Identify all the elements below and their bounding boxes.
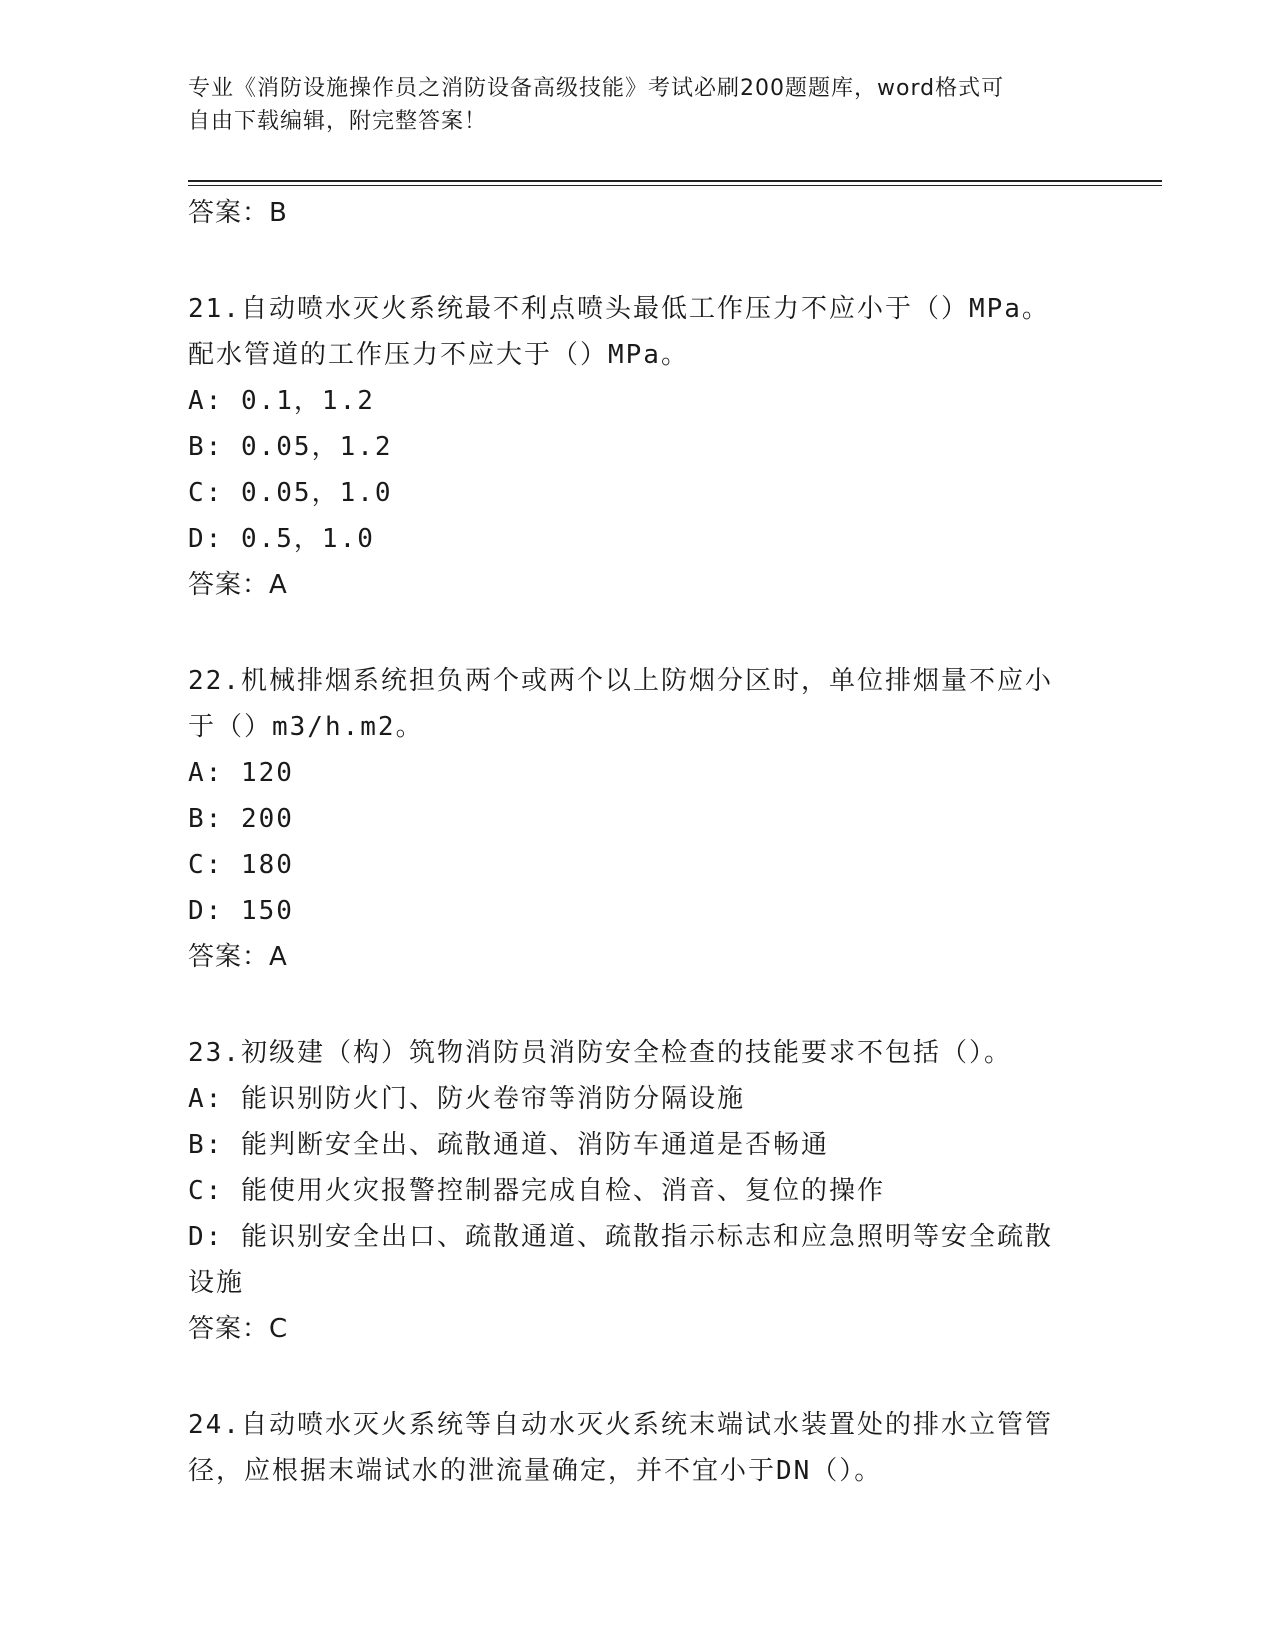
option-d: D: 能识别安全出口、疏散通道、疏散指示标志和应急照明等安全疏散 [188, 1222, 1053, 1252]
header-line-2: 自由下载编辑，附完整答案！ [188, 109, 488, 134]
option-a: A: 能识别防火门、防火卷帘等消防分隔设施 [188, 1084, 745, 1114]
option-a: A: 0.1，1.2 [188, 386, 375, 416]
question-text: 22.机械排烟系统担负两个或两个以上防烟分区时，单位排烟量不应小 [188, 666, 1053, 696]
option-d: D: 150 [188, 896, 294, 926]
question-text-cont: 配水管道的工作压力不应大于（）MPa。 [188, 340, 689, 370]
question-text: 24.自动喷水灭火系统等自动水灭火系统末端试水装置处的排水立管管 [188, 1410, 1053, 1440]
question-23 [188, 1030, 1088, 1352]
question-text-cont: 于（）m3/h.m2。 [188, 712, 424, 742]
option-d: D: 0.5，1.0 [188, 524, 375, 554]
option-d-cont: 设施 [188, 1268, 245, 1298]
header-divider-thin [188, 185, 1162, 186]
option-b: B: 200 [188, 804, 294, 834]
question-24 [188, 1402, 1088, 1494]
document-body [188, 190, 1088, 1494]
answer: 答案：C [188, 1314, 289, 1344]
question-22 [188, 658, 1088, 980]
header-line-1: 专业《消防设施操作员之消防设备高级技能》考试必刷200题题库，word格式可 [188, 76, 1005, 101]
question-text: 21.自动喷水灭火系统最不利点喷头最低工作压力不应小于（）MPa。 [188, 294, 1050, 324]
question-21 [188, 286, 1088, 608]
question-text: 23.初级建（构）筑物消防员消防安全检查的技能要求不包括（）。 [188, 1038, 1012, 1068]
option-c: C: 180 [188, 850, 294, 880]
document-header [188, 72, 1088, 138]
answer: 答案：A [188, 942, 288, 972]
option-c: C: 0.05，1.0 [188, 478, 393, 508]
option-c: C: 能使用火灾报警控制器完成自检、消音、复位的操作 [188, 1176, 885, 1206]
option-b: B: 0.05，1.2 [188, 432, 393, 462]
question-text-cont: 径，应根据末端试水的泄流量确定，并不宜小于DN（）。 [188, 1456, 883, 1486]
previous-answer: 答案：B [188, 198, 288, 228]
option-a: A: 120 [188, 758, 294, 788]
answer: 答案：A [188, 570, 288, 600]
header-divider-thick [188, 180, 1162, 182]
option-b: B: 能判断安全出、疏散通道、消防车通道是否畅通 [188, 1130, 829, 1160]
